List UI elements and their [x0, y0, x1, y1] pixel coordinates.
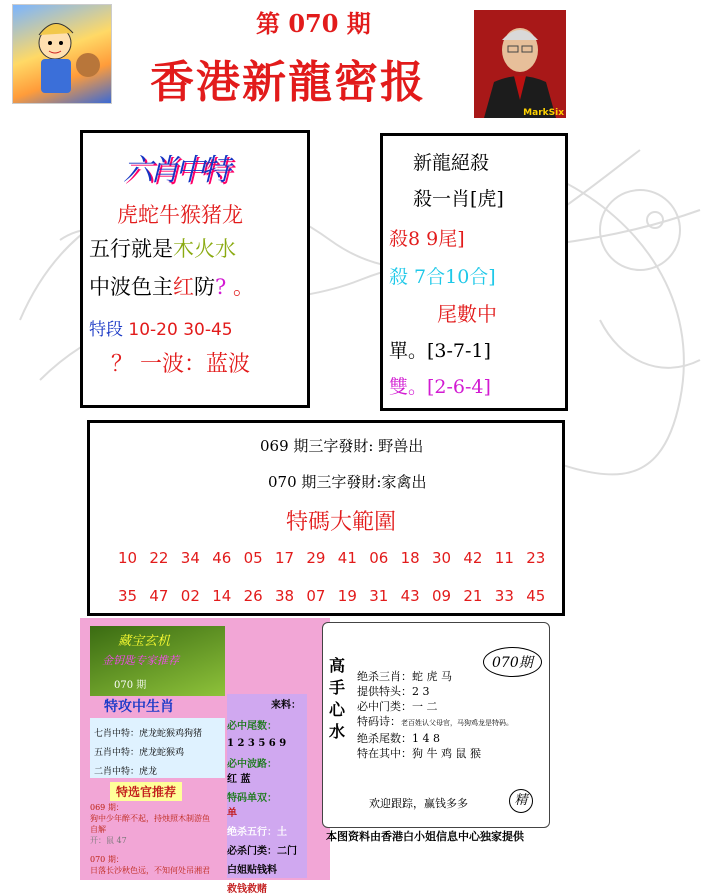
welcome-text: 欢迎跟踪，赢钱多多: [369, 797, 468, 810]
wave-prefix: 中波色主: [89, 275, 173, 299]
wave-end: 。: [226, 275, 254, 299]
wave-mid: 防: [194, 275, 215, 299]
zodiac-list: [90, 718, 225, 778]
forecast-text: [90, 802, 225, 876]
vt-1: 高: [329, 656, 346, 675]
issue-069-line: 069 期三字發財: 野兽出: [260, 437, 424, 455]
kill-zodiac: 殺一肖[虎]: [413, 188, 504, 210]
range-number: 38: [275, 587, 295, 605]
range-number: 22: [149, 549, 169, 567]
range-number: 30: [432, 549, 452, 567]
cartoon-figure-icon: [13, 5, 111, 103]
special-range-values: 10-20 30-45: [128, 320, 233, 340]
tips-money-2: 救钱救赌: [227, 884, 267, 895]
zodiac-header: 特攻中生肖: [104, 699, 174, 715]
kill-tail: 殺8 9尾]: [389, 228, 465, 250]
five-elements-prefix: 五行就是: [89, 237, 173, 261]
special-range-label: 特段: [89, 320, 123, 340]
range-number: 47: [149, 587, 169, 605]
range-number: 26: [243, 587, 263, 605]
range-number: 06: [369, 549, 389, 567]
marksix-logo: MarkSix: [523, 108, 564, 118]
issue-number: 第 070 期: [256, 9, 371, 38]
tips-odd-even-value: 单: [227, 808, 237, 819]
range-number: 14: [212, 587, 232, 605]
issue-badge: 070期: [483, 647, 542, 677]
wave-question: ?: [215, 275, 227, 299]
blue-wave-line: ？ 一波：蓝波: [111, 352, 250, 377]
range-number: 29: [306, 549, 326, 567]
wave-red: 红: [173, 275, 194, 299]
zodiac-item-2: 二肖中特：虎龙: [94, 767, 158, 777]
expert-panel: [322, 622, 550, 828]
kill-box: [380, 133, 568, 411]
tips-tail-label: 必中尾数：: [227, 721, 277, 732]
kill-heading: 新龍絕殺: [413, 152, 490, 174]
vt-2: 手: [329, 678, 346, 697]
forecast-069-label: 069 期：: [90, 803, 124, 812]
zodiac-item-5: 五肖中特：虎龙蛇猴鸡: [94, 748, 185, 758]
forecast-069-note: 开：鼠 47: [90, 836, 127, 845]
special-range-line: [89, 315, 233, 340]
single-tail-line: 單。[3-7-1]: [389, 340, 491, 362]
range-number: 46: [212, 549, 232, 567]
range-number: 33: [494, 587, 514, 605]
range-number: 41: [337, 549, 357, 567]
range-number: 21: [463, 587, 483, 605]
man-portrait-icon: [474, 10, 566, 118]
tips-odd-even-label: 特码单双：: [227, 793, 277, 804]
tips-money-1: 白姐贴钱料: [227, 865, 277, 876]
zodiac-item-7: 七肖中特：虎龙蛇猴鸡狗猪: [94, 729, 203, 739]
tips-kill-element: 绝杀五行：土: [227, 827, 287, 838]
range-number: 18: [400, 549, 420, 567]
vt-4: 水: [329, 722, 346, 741]
range-number: 05: [243, 549, 263, 567]
stamp-seal: 精: [509, 789, 533, 813]
cartoon-image: [12, 4, 112, 104]
wordart-heading: 六肖中特: [123, 153, 227, 188]
tips-title: 来料：: [271, 700, 301, 711]
portrait-photo: [474, 10, 566, 118]
page-title: 香港新龍密报: [150, 57, 426, 108]
double-tail-line: 雙。[2-6-4]: [389, 376, 491, 398]
tips-kill-category: 必杀门类：二门: [227, 846, 297, 857]
range-number: 31: [369, 587, 389, 605]
expert-in-it: 特在其中：狗 牛 鸡 鼠 猴: [357, 747, 481, 760]
special-range-box: [87, 420, 565, 616]
kill-sum: 殺 7合10合]: [389, 266, 496, 288]
expert-poem-label: 特码诗：: [357, 715, 401, 728]
range-number: 34: [180, 549, 200, 567]
expert-poem: [357, 714, 513, 731]
tips-tail-values: 1 2 3 5 6 9: [227, 738, 287, 749]
range-number: 19: [337, 587, 357, 605]
range-number: 10: [118, 549, 138, 567]
tips-wave-values: 红 蓝: [227, 774, 251, 785]
forecast-069-answer: 自解: [90, 825, 106, 834]
tips-column: [227, 694, 307, 895]
art-issue: 070 期: [114, 680, 147, 691]
art-title: 藏宝玄机: [118, 634, 171, 649]
recommend-panel: [80, 618, 330, 895]
five-elements-line: [89, 233, 236, 263]
vertical-title: [329, 655, 345, 743]
zodiac-line: 虎蛇牛猴猪龙: [117, 203, 243, 227]
range-number: 17: [275, 549, 295, 567]
range-number: 11: [494, 549, 514, 567]
range-number: 45: [526, 587, 546, 605]
range-heading: 特碼大範圍: [286, 510, 397, 535]
expert-kill-tail: 绝杀尾数：1 4 8: [357, 732, 440, 745]
range-number: 09: [432, 587, 452, 605]
range-number: 35: [118, 587, 138, 605]
expert-lines: [357, 669, 513, 761]
issue-070-line: 070 期三字發財:家禽出: [268, 473, 427, 491]
tips-wave-label: 必中波路：: [227, 759, 277, 770]
forecast-069-text: 狗中少年醉不起，持烛照木制游鱼: [90, 814, 210, 823]
range-number: 02: [180, 587, 200, 605]
expert-special-head: 提供特头：2 3: [357, 685, 430, 698]
forecast-070-label: 070 期：: [90, 855, 124, 864]
range-number: 23: [526, 549, 546, 567]
vt-3: 心: [329, 700, 346, 719]
art-subtitle: 金钥匙专家推荐: [102, 654, 179, 667]
forecast-header: 特选官推荐: [110, 782, 182, 801]
range-number: 42: [463, 549, 483, 567]
green-art-area: [90, 626, 225, 696]
footer-credit: 本图资料由香港白小姐信息中心独家提供: [326, 830, 524, 843]
six-zodiac-box: [80, 130, 310, 408]
expert-kill-zodiac: 绝杀三肖：蛇 虎 马: [357, 670, 452, 683]
forecast-070-text: 日落长沙秋色远，不知何处吊湘君: [90, 866, 210, 875]
wave-color-line: [89, 271, 254, 301]
tail-number-heading: 尾數中: [437, 302, 497, 326]
expert-category: 必中门类：一 二: [357, 700, 438, 713]
range-number: 07: [306, 587, 326, 605]
expert-poem-text: 老百姓认父母官，马狗鸡龙是特码。: [401, 719, 513, 727]
five-elements-value: 木火水: [173, 237, 236, 261]
range-number: 43: [400, 587, 420, 605]
